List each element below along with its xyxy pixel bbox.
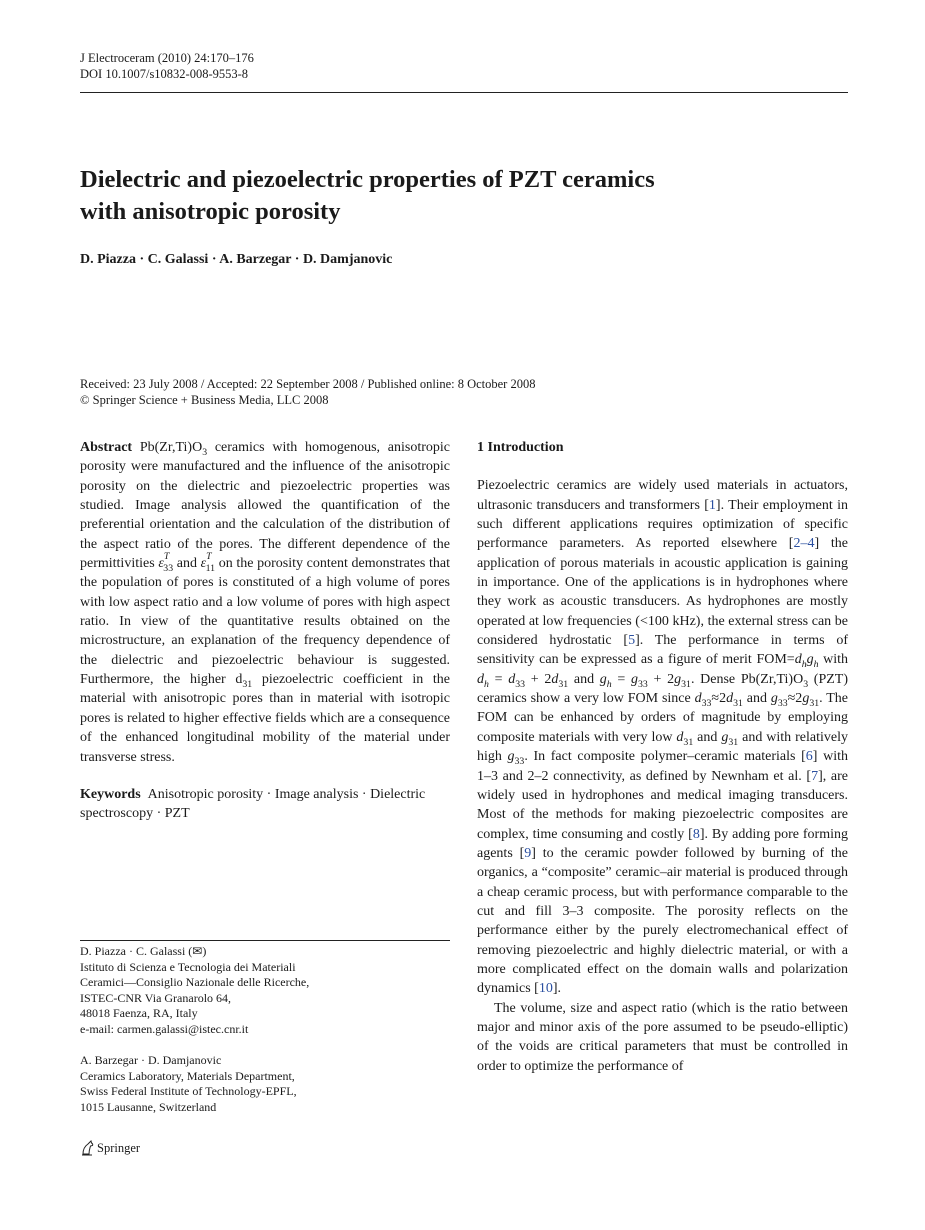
header-rule bbox=[80, 92, 848, 93]
copyright: © Springer Science + Business Media, LLC 2008 bbox=[80, 393, 329, 407]
footnote-rule bbox=[80, 940, 450, 941]
intro-paragraph-1: Piezoelectric ceramics are widely used materials in actuators, ultrasonic transducers and transformers [1]. Their employment in such different applications requires optimization of specific performance parameters. As reported elsewhere [2–4] the application of porous materials in acoustic application is gaining in importance. One of the applications is in hydrophones where they work as acoustic transducers. As hydrophones are mostly operated at low frequencies (<100 kHz), the external stress can be considered hydrostatic [5]. The performance in terms of sensitivity can be expressed as a figure of merit $FOM=d_hg_h$ with $d_h = d_{33} + 2d_{31}$ and $g_h = g_{33} + 2g_{31}$. Dense $Pb(Zr,Ti)O_3$ (PZT) ceramics show a very low FOM since $d_{33}\approx 2d_{31}$ and $g_{33}\approx 2g_{31}$. The FOM can be enhanced by orders of magnitude by employing composite materials with very low $d_{31}$ and $g_{31}$ and with relatively high $g_{33}$. In fact composite polymer–ceramic materials [6] with 1–3 and 2–2 connectivity, as defined by Newnham et al. [7], are widely used in hydrophones and medical imaging transducers. Most of the methods for making piezoelectric composites are complex, time consuming and costly [8]. By adding pore forming agents [9] to the ceramic powder followed by burning of the organics, a “composite” ceramic–air material is produced through a cheap ceramic process, but with performance comparable to the cut and fill 3–3 composite. The porosity reflects on the performance either by the purely electromechanical effect of removing piezoelectric and highly dielectric material, or with a more complicated effect on the domain walls and polarization dynamics [10]. bbox=[477, 478, 849, 997]
doi[interactable]: DOI 10.1007/s10832-008-9553-8 bbox=[80, 67, 249, 81]
citation-link[interactable]: 5 bbox=[628, 633, 636, 649]
authors: D. Piazza · C. Galassi · A. Barzegar · D. Damjanovic bbox=[80, 252, 393, 267]
keywords: Keywords Anisotropic porosity · Image analysis · Dielectric spectroscopy · PZT bbox=[80, 786, 426, 822]
citation-link[interactable]: 10 bbox=[538, 981, 553, 997]
citation-link[interactable]: 9 bbox=[524, 845, 532, 861]
journal-info bbox=[80, 50, 254, 82]
left-column bbox=[80, 438, 450, 824]
history-dates: Received: 23 July 2008 / Accepted: 22 September 2008 / Published online: 8 October 2008 bbox=[80, 377, 536, 391]
citation-link[interactable]: 6 bbox=[805, 749, 813, 765]
affiliation-1: D. Piazza · C. Galassi (✉) Istituto di Scienza e Tecnologia dei Materiali Ceramici—Consiglio Nazionale delle Ricerche, ISTEC-CNR Via Granarolo 64, 48018 Faenza, RA, Italy e-mail: carmen.galassi@istec.cnr.it bbox=[80, 944, 450, 1038]
section-heading: 1 Introduction bbox=[477, 440, 564, 455]
citation-link[interactable]: 2–4 bbox=[793, 536, 815, 552]
email-link[interactable]: e-mail: carmen.galassi@istec.cnr.it bbox=[80, 1021, 249, 1036]
citation-link[interactable]: 8 bbox=[692, 826, 700, 842]
affiliation-2: A. Barzegar · D. Damjanovic Ceramics Laboratory, Materials Department, Swiss Federal Institute of Technology-EPFL, 1015 Lausanne, Switzerland bbox=[80, 1053, 297, 1114]
springer-horse-icon bbox=[80, 1140, 94, 1156]
right-column bbox=[477, 438, 848, 1076]
intro-paragraph-2: The volume, size and aspect ratio (which is the ratio between major and minor axis of the pore assumed to be pseudo-elliptic) of the voids are critical parameters that must be controlled in order to optimize the performance of bbox=[477, 1000, 848, 1074]
paper-title: Dielectric and piezoelectric properties of PZT ceramics with anisotropic porosity bbox=[80, 166, 655, 225]
page-footer bbox=[80, 1140, 140, 1156]
journal-citation: J Electroceram (2010) 24:170–176 bbox=[80, 51, 254, 65]
keywords-label: Keywords bbox=[80, 786, 141, 802]
abstract: Abstract $Pb(Zr,Ti)O_3$ ceramics with homogenous, anisotropic porosity were manufactured and the influence of the anisotropic porosity on the dielectric and piezoelectric properties was studied. Image analysis allowed the quantification of the preferential orientation and the calculation of the distribution of the aspect ratio of the pores. The different dependence of the permittivities $\varepsilon^T_{33}$ and $\varepsilon^T_{11}$ on the porosity content demonstrates that the population of pores is constituted of a high volume of pores with low aspect ratio and a low volume of pores with high aspect ratio. In view of the quantitative results obtained on the microstructure, an explanation of the frequency dependence of the dielectric and piezoelectric behaviour is suggested. Furthermore, the higher $d_{31}$ piezoelectric coefficient in the material with anisotropic pores than in material with isotropic pores is related to higher effective fields which are a consequence of the enhanced longitudinal mobility of the material under transverse stress. bbox=[80, 440, 451, 765]
abstract-label: Abstract bbox=[80, 440, 133, 455]
citation-link[interactable]: 7 bbox=[811, 768, 819, 784]
publication-dates bbox=[80, 376, 535, 408]
citation-link[interactable]: 1 bbox=[708, 497, 716, 513]
publisher-name: Springer bbox=[97, 1140, 141, 1155]
